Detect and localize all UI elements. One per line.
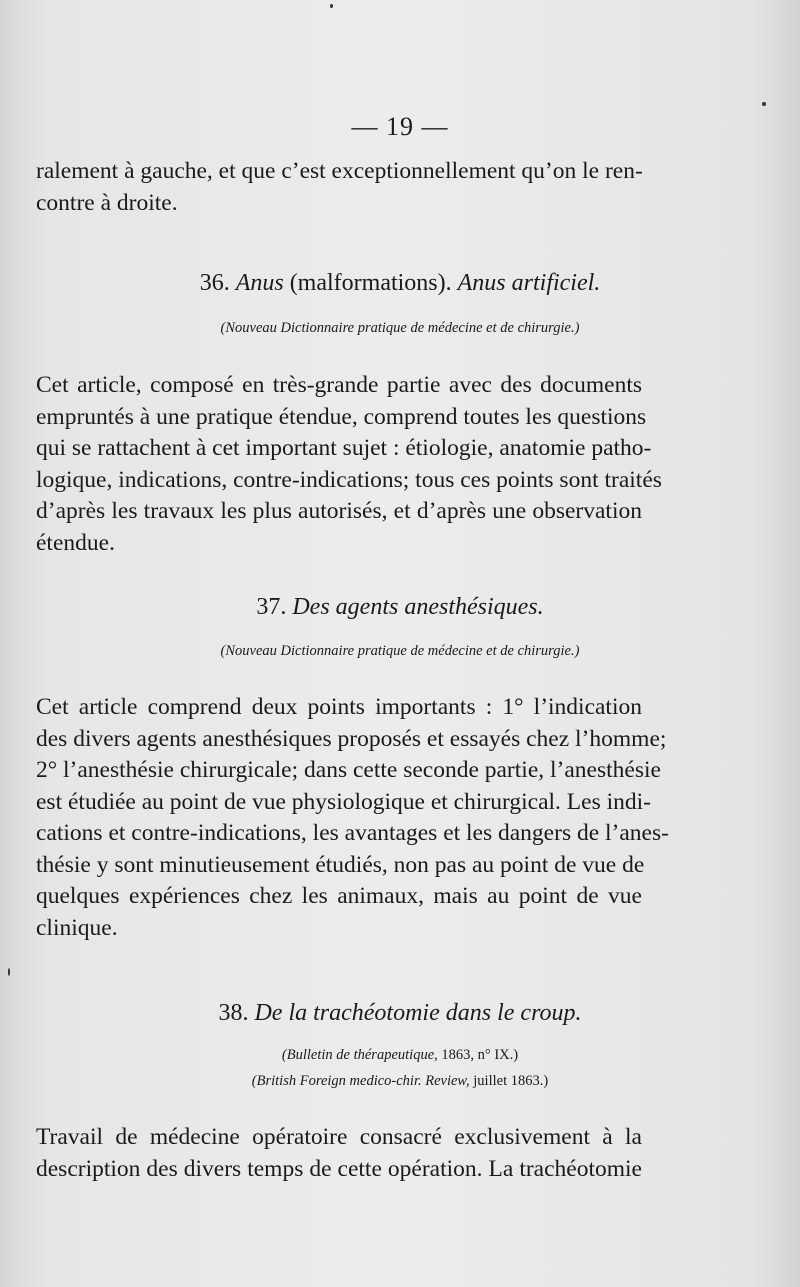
section-38-heading (0, 1000, 800, 1027)
section-36-heading (0, 270, 800, 297)
text-line: 2° l’anesthésie chirurgicale; dans cette seconde partie, l’anesthésie (36, 757, 661, 783)
section-38-paragraph (36, 1122, 642, 1185)
section-37-heading (0, 594, 800, 621)
section-36-paragraph (36, 370, 662, 559)
scan-speck (330, 4, 333, 8)
section-title-plain: (malformations). (289, 270, 452, 296)
section-title-italic: De la trachéotomie dans le croup. (254, 1000, 582, 1026)
text-line: ralement à gauche, et que c’est exceptionnellement qu’on le ren- (36, 158, 643, 184)
section-number: 38. (218, 1000, 249, 1026)
section-number: 37. (256, 594, 287, 620)
text-line: Cet article, composé en très-grande partie avec des documents (36, 372, 642, 398)
page-number: — 19 — (351, 112, 449, 141)
source-issue: juillet 1863.) (473, 1073, 549, 1089)
text-line: thésie y sont minutieusement étudiés, non pas au point de vue de (36, 851, 645, 878)
text-line: étendue. (36, 529, 115, 556)
section-37-paragraph (36, 692, 669, 944)
text-line: est étudiée au point de vue physiologique et chirurgical. Les indi- (36, 788, 651, 815)
source-journal: (Bulletin de thérapeutique, (281, 1047, 438, 1063)
section-36-source: (Nouveau Dictionnaire pratique de médecine et de chirurgie.) (220, 320, 580, 336)
section-38-source-2 (0, 1073, 800, 1090)
section-number: 36. (199, 270, 230, 296)
section-37-source: (Nouveau Dictionnaire pratique de médecine et de chirurgie.) (220, 643, 580, 659)
text-line: quelques expériences chez les animaux, mais au point de vue (36, 883, 642, 909)
text-line: contre à droite. (36, 189, 178, 216)
text-line: logique, indications, contre-indications; tous ces points sont traités (36, 466, 662, 493)
scan-speck (8, 968, 10, 976)
text-line: qui se rattachent à cet important sujet : étiologie, anatomie patho- (36, 435, 652, 461)
section-title-italic: Anus artificiel. (457, 270, 601, 296)
text-line: des divers agents anesthésiques proposés et essayés chez l’homme; (36, 725, 667, 752)
source-journal: (British Foreign medico-chir. Review, (251, 1073, 470, 1089)
section-title-italic: Des agents anesthésiques. (292, 594, 544, 620)
text-line: cations et contre-indications, les avantages et les dangers de l’anes- (36, 820, 669, 846)
section-title-italic: Anus (235, 270, 284, 296)
section-38-source-1 (0, 1047, 800, 1064)
text-line: Travail de médecine opératoire consacré exclusivement à la (36, 1124, 642, 1150)
text-line: empruntés à une pratique étendue, comprend toutes les questions (36, 403, 647, 430)
text-line: Cet article comprend deux points importants : 1° l’indication (36, 694, 642, 720)
text-line: description des divers temps de cette opération. La trachéotomie (36, 1155, 642, 1182)
scan-speck (762, 102, 766, 106)
text-line: clinique. (36, 914, 118, 941)
text-line: d’après les travaux les plus autorisés, et d’après une observation (36, 498, 642, 524)
intro-paragraph (36, 156, 642, 219)
source-issue: 1863, n° IX.) (441, 1047, 519, 1063)
